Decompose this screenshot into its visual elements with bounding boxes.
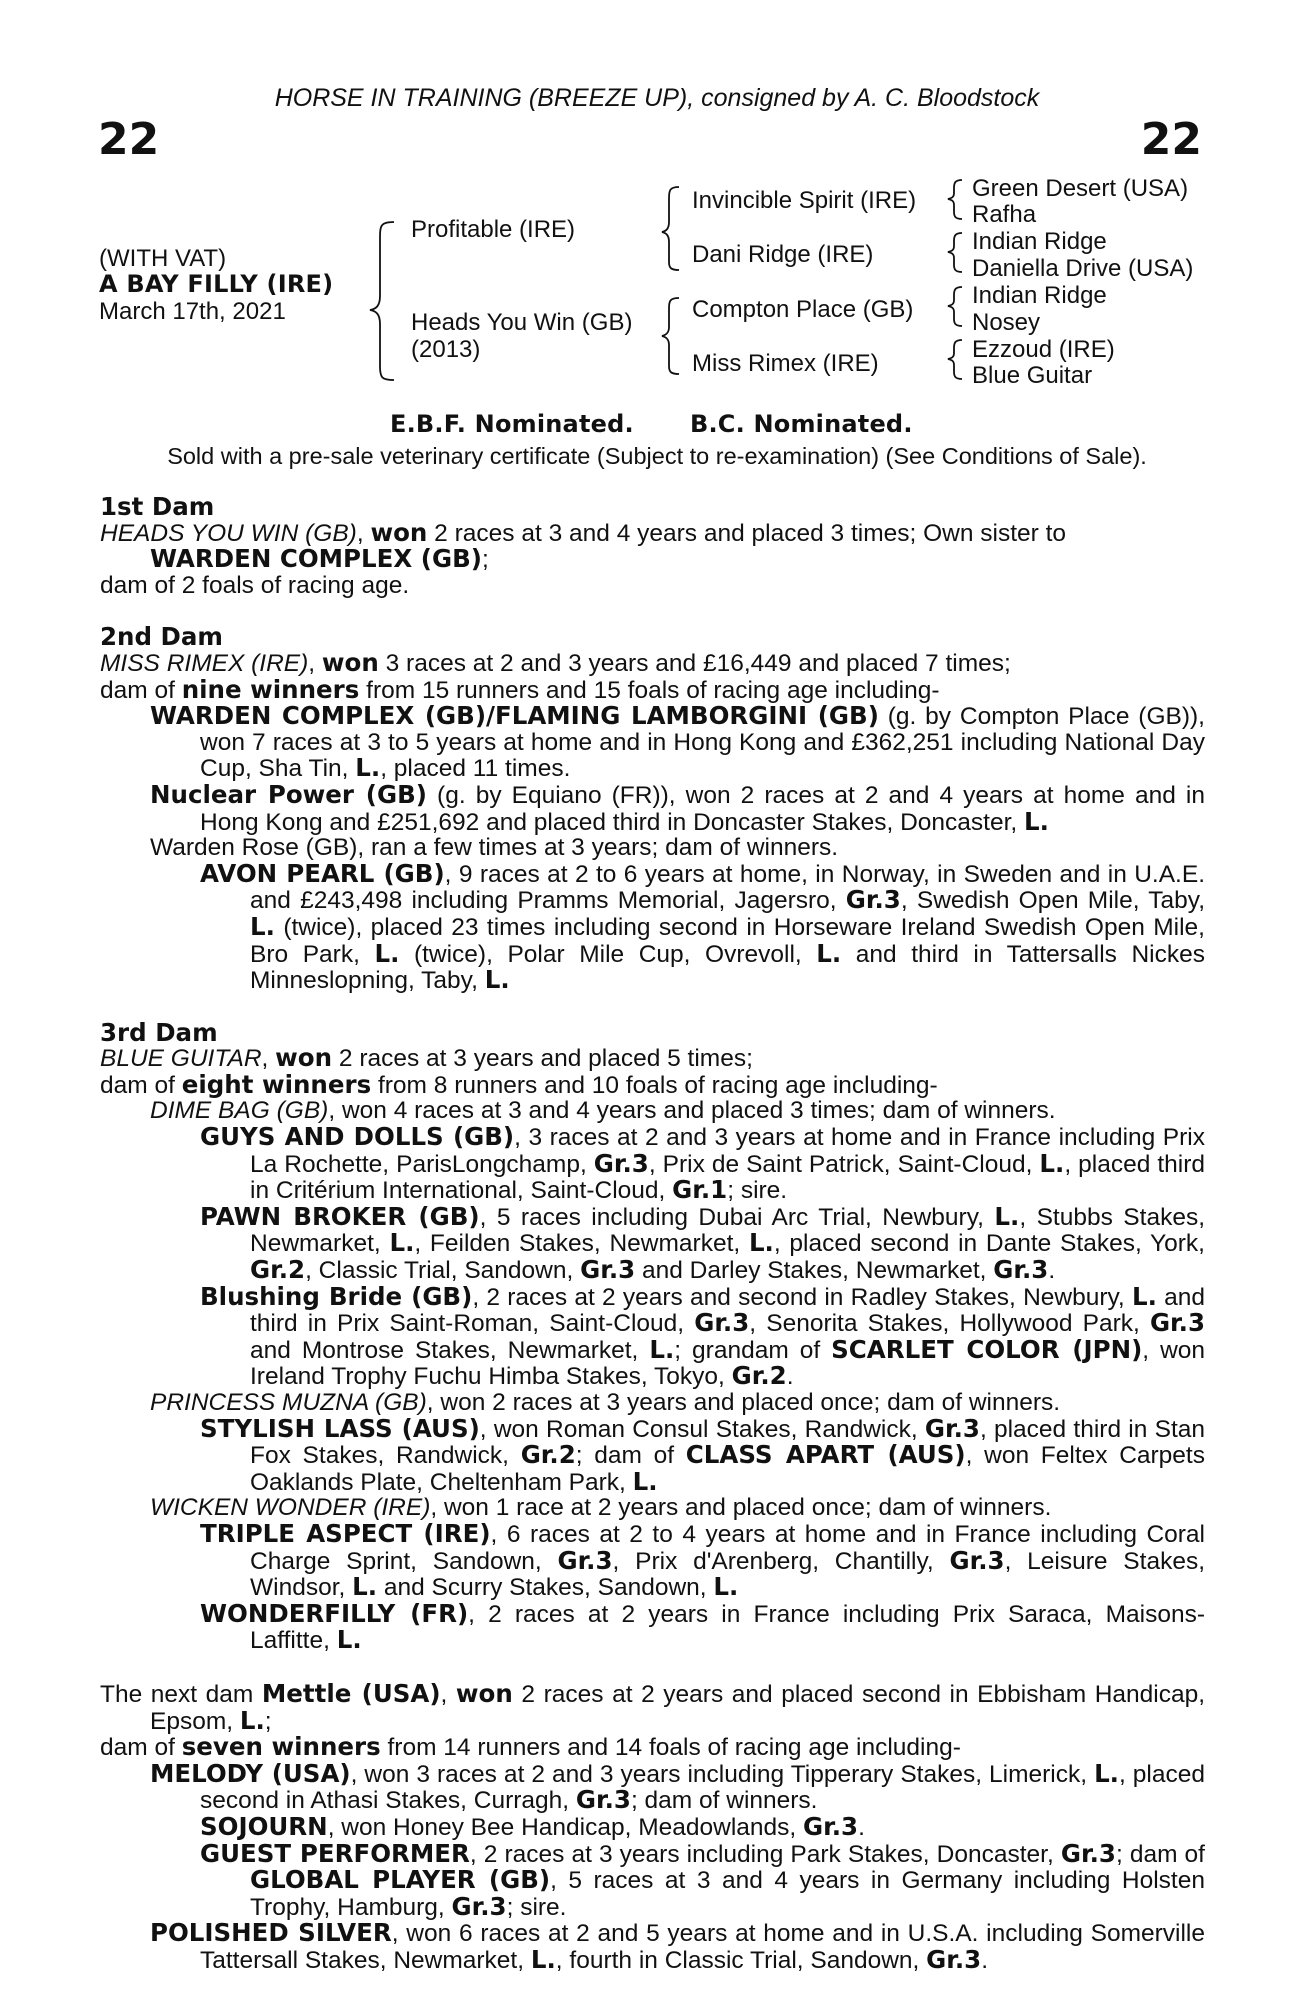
bold-text: Gr.3 <box>949 1545 1005 1575</box>
bold-text: L. <box>355 753 381 783</box>
second-dam-paragraph <box>100 703 1205 782</box>
third-dam-paragraph <box>100 1124 1205 1204</box>
third-dam-paragraph <box>100 1598 1205 1655</box>
text-run: and third in Prix Saint-Roman, Saint-Cloud, <box>250 1283 1205 1338</box>
ped-dds: Ezzoud (IRE) <box>972 336 1115 363</box>
bold-text: L. <box>374 938 400 968</box>
bold-text: Gr.3 <box>451 1891 507 1921</box>
text-run: The next dam <box>100 1680 262 1708</box>
third-dam-paragraph <box>100 1069 1205 1099</box>
vat-label: (WITH VAT) <box>99 245 227 272</box>
next-dam-paragraph <box>100 1920 1205 1973</box>
italic-name: BLUE GUITAR <box>100 1045 262 1073</box>
bold-text: Gr.3 <box>803 1811 859 1841</box>
bold-text: SCARLET COLOR (JPN) <box>831 1334 1143 1364</box>
bold-text: L. <box>748 1228 774 1258</box>
bold-text: Gr.3 <box>926 1944 982 1974</box>
next-dam-paragraph <box>100 1838 1205 1921</box>
section-title-3rd-dam: 3rd Dam <box>100 1017 218 1047</box>
text-run: , Leisure Stakes, Windsor, <box>250 1547 1206 1602</box>
second-dam-paragraph <box>100 858 1205 995</box>
third-dam-paragraph <box>100 1045 1205 1072</box>
text-run: . <box>858 1813 865 1841</box>
second-dam-paragraph <box>100 835 1205 861</box>
bold-text: L. <box>632 1466 658 1496</box>
dam-dam: Miss Rimex (IRE) <box>692 350 879 377</box>
bold-text: Blushing Bride (GB) <box>200 1281 473 1311</box>
text-run: , won Feltex Carpets Oaklands Plate, Cheltenham Park, <box>250 1442 1205 1496</box>
bold-text: Gr.3 <box>694 1308 750 1338</box>
ebf-nomination: E.B.F. Nominated. <box>390 410 634 438</box>
text-run: ; sire. <box>727 1177 788 1205</box>
text-run: , placed 11 times. <box>380 755 571 783</box>
italic-name: HEADS YOU WIN (GB) <box>100 519 357 547</box>
text-run: 2 races at 2 years and placed second in Ebbisham Handicap, Epsom, <box>150 1680 1206 1735</box>
bold-text: SOJOURN <box>200 1811 328 1841</box>
bold-text: WARDEN COMPLEX (GB) <box>150 544 482 574</box>
bold-text: Gr.3 <box>924 1413 980 1443</box>
bold-text: won <box>275 1043 333 1073</box>
bold-text: L. <box>1039 1148 1065 1178</box>
text-run: (twice), Polar Mile Cup, Ovrevoll, <box>399 940 817 968</box>
text-run: , 2 races at 3 years including Park Stakes, Doncaster, <box>469 1840 1061 1868</box>
ped-sdd: Daniella Drive (USA) <box>972 255 1194 282</box>
text-run: , Senorita Stakes, Hollywood Park, <box>749 1310 1150 1338</box>
text-run: . <box>786 1363 794 1391</box>
text-run: from 14 runners and 14 foals of racing age including- <box>380 1734 961 1762</box>
bold-text: WONDERFILLY (FR) <box>200 1598 469 1628</box>
lot-number-left: 22 <box>98 114 160 165</box>
text-run: , won Ireland Trophy Fuchu Himba Stakes, Tokyo, <box>250 1336 1206 1391</box>
text-run: , placed second in Athasi Stakes, Curragh, <box>200 1760 1205 1815</box>
text-run: 2 races at 3 and 4 years and placed 3 times; Own sister to <box>427 519 1067 547</box>
section-title-2nd-dam: 2nd Dam <box>100 622 223 652</box>
bold-text: GUEST PERFORMER <box>200 1838 470 1868</box>
bold-text: won <box>455 1678 513 1708</box>
text-run: and Darley Stakes, Newmarket, <box>635 1257 994 1285</box>
bold-text: Gr.3 <box>993 1255 1049 1285</box>
text-run: , won 4 races at 3 and 4 years and placed 3 times; dam of winners. <box>328 1097 1056 1125</box>
italic-name: MISS RIMEX (IRE) <box>100 649 309 677</box>
sire-sire: Invincible Spirit (IRE) <box>692 187 917 214</box>
bold-text: Gr.2 <box>250 1255 306 1285</box>
text-run: , won 6 races at 2 and 5 years at home and in U.S.A. including Somerville Tattersall Stakes, Newmarket, <box>200 1920 1205 1974</box>
bold-text: GUYS AND DOLLS (GB) <box>200 1122 515 1152</box>
text-run: , 5 races at 3 and 4 years in Germany including Holsten Trophy, Hamburg, <box>250 1867 1205 1921</box>
text-run: (twice), placed 23 times including second in Horseware Ireland Swedish Open Mile, Bro Park, <box>250 913 1205 968</box>
bold-text: POLISHED SILVER <box>150 1918 392 1948</box>
text-run: , 9 races at 2 to 6 years at home, in Norway, in Sweden and in U.A.E. and £243,498 including Pramms Memorial, Jagersro, <box>250 860 1205 915</box>
bold-text: MELODY (USA) <box>150 1758 351 1788</box>
text-run: , won 1 race at 2 years and placed once; dam of winners. <box>430 1494 1052 1522</box>
next-dam-paragraph <box>100 1734 1205 1761</box>
text-run: , placed third in Stan Fox Stakes, Randwick, <box>250 1415 1205 1470</box>
text-run: and Montrose Stakes, Newmarket, <box>250 1336 650 1364</box>
bold-text: L. <box>484 965 510 995</box>
second-dam-paragraph <box>100 779 1205 836</box>
bold-text: GLOBAL PLAYER (GB) <box>250 1865 551 1895</box>
bold-text: TRIPLE ASPECT (IRE) <box>200 1518 491 1548</box>
bold-text: WARDEN COMPLEX (GB)/FLAMING LAMBORGINI (GB) <box>150 701 879 731</box>
second-dam-block <box>100 647 1205 995</box>
bold-text: AVON PEARL (GB) <box>200 858 445 888</box>
dam-sections <box>100 494 1205 1973</box>
text-run: , won Honey Bee Handicap, Meadowlands, <box>327 1813 803 1841</box>
bold-text: Gr.3 <box>580 1255 636 1285</box>
next-dam-paragraph <box>100 1811 1205 1841</box>
italic-name: PRINCESS MUZNA (GB) <box>150 1389 427 1416</box>
sold-note: Sold with a pre-sale veterinary certificate (Subject to re-examination) (See Conditions of Sale). <box>167 443 1147 469</box>
text-run: , placed third in Critérium International, Saint-Cloud, <box>250 1150 1205 1205</box>
third-dam-paragraph <box>100 1390 1205 1416</box>
third-dam-paragraph <box>100 1201 1205 1285</box>
bold-text: L. <box>816 938 842 968</box>
text-run: , won 3 races at 2 and 3 years including Tipperary Stakes, Limerick, <box>350 1760 1095 1788</box>
bold-text: Gr.3 <box>575 1785 631 1815</box>
third-dam-paragraph <box>100 1518 1206 1602</box>
horse-name: A BAY FILLY (IRE) <box>99 270 334 298</box>
third-dam-paragraph <box>100 1098 1205 1124</box>
text-run: ; dam of <box>1115 1840 1205 1868</box>
text-run: , <box>356 519 371 547</box>
bold-text: L. <box>389 1228 415 1258</box>
sire-name: Profitable (IRE) <box>411 216 576 243</box>
bold-text: L. <box>649 1334 675 1364</box>
bold-text: eight winners <box>181 1069 372 1099</box>
bold-text: L. <box>994 1201 1020 1231</box>
ped-sss: Green Desert (USA) <box>972 175 1189 202</box>
text-run: , Prix de Saint Patrick, Saint-Cloud, <box>648 1150 1040 1178</box>
text-run: , 6 races at 2 to 4 years at home and in France including Coral Charge Sprint, Sandown, <box>250 1520 1205 1575</box>
ped-sds: Indian Ridge <box>972 228 1107 255</box>
text-run: , Stubbs Stakes, Newmarket, <box>250 1203 1205 1258</box>
bold-text: STYLISH LASS (AUS) <box>200 1413 480 1443</box>
second-dam-paragraph <box>100 647 1205 677</box>
text-run: , 5 races including Dubai Arc Trial, Newbury, <box>479 1203 995 1231</box>
bold-text: Gr.1 <box>672 1175 728 1205</box>
text-run: from 8 runners and 10 foals of racing age including- <box>371 1071 938 1099</box>
bold-text: won <box>321 647 379 677</box>
text-run: ; sire. <box>506 1893 567 1921</box>
bold-text: Gr.2 <box>731 1361 787 1391</box>
next-dam-paragraph <box>100 1678 1206 1735</box>
text-run: ; dam of winners. <box>630 1787 818 1815</box>
ped-dsd: Nosey <box>972 309 1041 336</box>
text-run: 2 races at 3 years and placed 5 times; <box>332 1045 753 1073</box>
next-dam-paragraph <box>100 1758 1205 1815</box>
ped-ddd: Blue Guitar <box>972 362 1093 389</box>
third-dam-paragraph <box>100 1413 1205 1496</box>
text-run: , 2 races at 2 years and second in Radley Stakes, Newbury, <box>472 1283 1132 1311</box>
second-dam-paragraph <box>100 674 1205 704</box>
next-dam-block <box>100 1678 1206 1974</box>
catalogue-header: HORSE IN TRAINING (BREEZE UP), consigned by A. C. Bloodstock <box>274 84 1040 112</box>
bold-text: Gr.3 <box>1149 1308 1205 1338</box>
bold-text: L. <box>713 1572 739 1602</box>
dam-year: (2013) <box>411 336 481 363</box>
bold-text: Gr.3 <box>557 1545 613 1575</box>
bold-text: PAWN BROKER (GB) <box>200 1201 480 1231</box>
first-dam-block <box>100 517 1205 599</box>
dam-name: Heads You Win (GB) <box>411 309 633 336</box>
bold-text: Gr.3 <box>845 885 901 915</box>
text-run: (g. by Compton Place (GB)), won 7 races at 3 to 5 years at home and in Hong Kong and £362,251 including National Day Cup, Sha Tin, <box>200 703 1205 783</box>
text-run: , Prix d'Arenberg, Chantilly, <box>612 1547 950 1575</box>
text-run: . <box>1048 1257 1056 1285</box>
bold-text: L. <box>1024 806 1049 836</box>
section-title-1st-dam: 1st Dam <box>100 492 215 521</box>
bold-text: L. <box>1131 1281 1157 1311</box>
text-run: (g. by Equiano (FR)), won 2 races at 2 and 4 years at home and in Hong Kong and £251,692 and placed third in Doncaster Stakes, Doncaster, <box>200 781 1205 836</box>
text-run: , 2 races at 2 years in France including Prix Saraca, Maisons-Laffitte, <box>250 1600 1205 1655</box>
bold-text: Mettle (USA) <box>261 1678 441 1708</box>
text-run: and third in Tattersalls Nickes Minneslopning, Taby, <box>250 940 1205 995</box>
bold-text: L. <box>352 1572 378 1602</box>
text-run: , won Roman Consul Stakes, Randwick, <box>479 1415 925 1443</box>
bold-text: Gr.3 <box>593 1148 649 1178</box>
bold-text: L. <box>250 911 275 941</box>
text-run: ; grandam of <box>674 1336 832 1364</box>
sire-dam: Dani Ridge (IRE) <box>692 241 874 268</box>
text-run: dam of <box>100 1734 182 1762</box>
first-dam-paragraph <box>100 573 1205 599</box>
ped-ssd: Rafha <box>972 201 1037 228</box>
text-run: , <box>308 649 322 677</box>
lot-number-right: 22 <box>1140 114 1202 165</box>
text-run: . <box>981 1946 989 1974</box>
first-dam-paragraph <box>100 517 1205 547</box>
first-dam-paragraph <box>100 546 1205 573</box>
text-run: 3 races at 2 and 3 years and £16,449 and placed 7 times; <box>378 649 1011 677</box>
text-run: , <box>440 1680 456 1708</box>
text-run: and Scurry Stakes, Sandown, <box>377 1574 714 1602</box>
text-run: , Classic Trial, Sandown, <box>305 1257 581 1285</box>
text-run: , <box>261 1045 276 1073</box>
text-run: ; dam of <box>575 1442 686 1470</box>
third-dam-paragraph <box>100 1281 1206 1391</box>
text-run: dam of <box>100 676 182 704</box>
bold-text: CLASS APART (AUS) <box>685 1440 966 1470</box>
text-run: , Feilden Stakes, Newmarket, <box>414 1230 749 1258</box>
text-run: ; <box>481 546 489 574</box>
text-run: Warden Rose (GB), ran a few times at 3 years; dam of winners. <box>150 834 839 862</box>
bold-text: nine winners <box>181 674 360 704</box>
text-run: , Swedish Open Mile, Taby, <box>900 887 1205 915</box>
italic-name: WICKEN WONDER (IRE) <box>150 1494 431 1522</box>
bold-text: L. <box>239 1705 265 1735</box>
ped-dss: Indian Ridge <box>972 282 1107 309</box>
third-dam-block <box>100 1045 1205 1654</box>
text-run: ; <box>264 1707 272 1735</box>
foaling-date: March 17th, 2021 <box>99 298 286 325</box>
third-dam-paragraph <box>100 1495 1205 1521</box>
text-run: dam of 2 foals of racing age. <box>100 571 410 599</box>
text-run: , fourth in Classic Trial, Sandown, <box>555 1946 927 1974</box>
bold-text: seven winners <box>181 1732 381 1762</box>
text-run: , placed second in Dante Stakes, York, <box>773 1230 1205 1258</box>
bold-text: won <box>370 517 428 547</box>
dam-sire: Compton Place (GB) <box>692 296 914 323</box>
bold-text: Nuclear Power (GB) <box>150 779 427 809</box>
bold-text: L. <box>1094 1758 1119 1788</box>
bold-text: Gr.2 <box>520 1440 576 1470</box>
text-run: , won 2 races at 3 years and placed once; dam of winners. <box>426 1389 1061 1416</box>
text-run: from 15 runners and 15 foals of racing age including- <box>359 676 940 704</box>
text-run: dam of <box>100 1071 182 1099</box>
italic-name: DIME BAG (GB) <box>150 1097 329 1125</box>
bold-text: L. <box>530 1944 556 1974</box>
bold-text: L. <box>336 1625 362 1655</box>
bold-text: Gr.3 <box>1060 1838 1116 1868</box>
text-run: , 3 races at 2 and 3 years at home and in France including Prix La Rochette, ParisLongchamp, <box>250 1124 1205 1178</box>
bc-nomination: B.C. Nominated. <box>690 410 913 438</box>
